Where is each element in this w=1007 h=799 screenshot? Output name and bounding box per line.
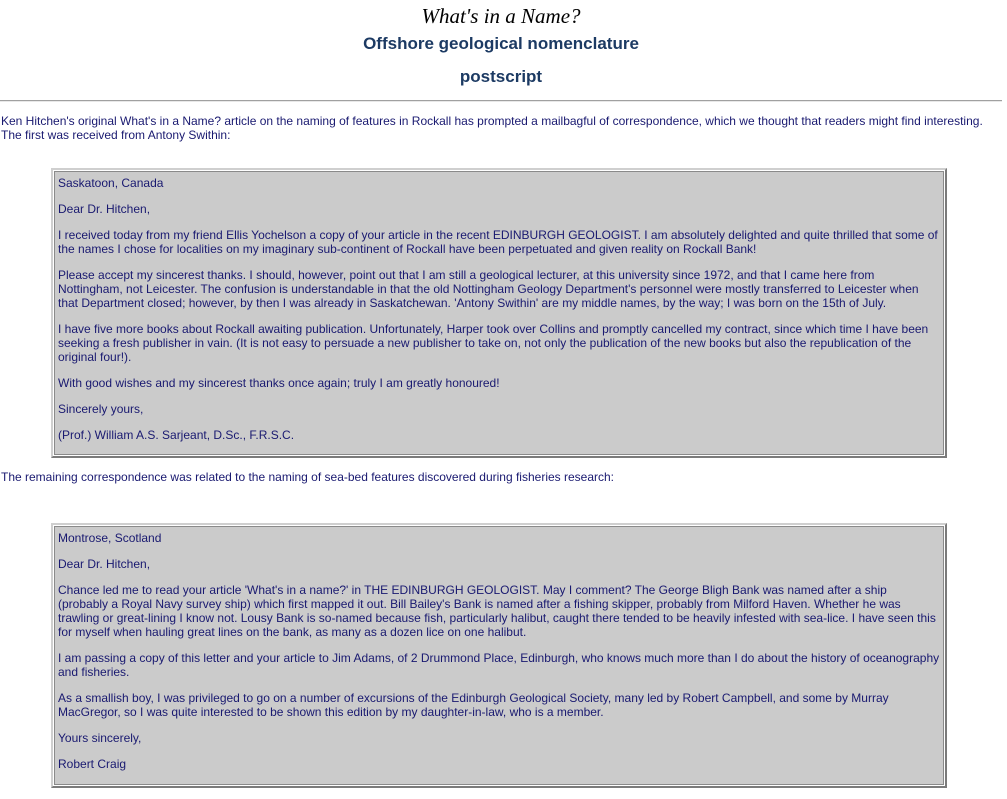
middle-paragraph: The remaining correspondence was related to the naming of sea-bed features discovered during fisheries research: xyxy=(1,470,615,484)
letter-paragraph: With good wishes and my sincerest thanks once again; truly I am greatly honoured! xyxy=(58,376,500,390)
horizontal-rule xyxy=(0,100,1002,102)
letter-paragraph: I have five more books about Rockall awaiting publication. Unfortunately, Harper took over Collins and promptly cancelled my contract, since which time I have been seeking a fresh publisher in vain. (It is not easy to persuade a new publisher to take on, not only the publication of the new books but also the republication of the original four!). xyxy=(58,322,929,364)
letter-signature: (Prof.) William A.S. Sarjeant, D.Sc., F.R.S.C. xyxy=(58,428,295,442)
letter-box-craig xyxy=(51,523,947,788)
letter-location: Saskatoon, Canada xyxy=(58,176,164,190)
letter-paragraph: I received today from my friend Ellis Yochelson a copy of your article in the recent EDINBURGH GEOLOGIST. I am absolutely delighted and quite thrilled that some of the names I chose for localities on my imaginary sub-continent of Rockall have been perpetuated and given reality on Rockall Bank! xyxy=(58,228,938,256)
letter-closing: Sincerely yours, xyxy=(58,402,144,416)
letter-paragraph: Chance led me to read your article 'What's in a name?' in THE EDINBURGH GEOLOGIST. May I comment? The George Bligh Bank was named after a ship (probably a Royal Navy survey ship) which first mapped it out. Bill Bailey's Bank is named after a fishing skipper, probably from Milford Haven. Whether he was trawling or great-lining I know not. Lousy Bank is so-named because fish, particularly halibut, caught there tended to be heavily infested with sea-lice. I have seen this for myself when hauling great lines on the bank, as many as a dozen lice on one halibut. xyxy=(58,583,936,639)
letter-salutation: Dear Dr. Hitchen, xyxy=(58,202,151,216)
letter-location: Montrose, Scotland xyxy=(58,531,162,545)
letter-paragraph: As a smallish boy, I was privileged to go on a number of excursions of the Edinburgh Geological Society, many led by Robert Campbell, and some by Murray MacGregor, so I was quite interested to be shown this edition by my daughter-in-law, who is a member. xyxy=(58,691,889,719)
intro-paragraph: Ken Hitchen's original What's in a Name? article on the naming of features in Rockall has prompted a mailbagful of correspondence, which we thought that readers might find interesting. The first was received from Antony Swithin: xyxy=(1,114,983,142)
letter-box-sarjeant xyxy=(51,168,947,458)
letter-paragraph: I am passing a copy of this letter and your article to Jim Adams, of 2 Drummond Place, Edinburgh, who knows much more than I do about the history of oceanography and fisheries. xyxy=(58,651,940,679)
letter-signature: Robert Craig xyxy=(58,757,127,771)
letter-salutation: Dear Dr. Hitchen, xyxy=(58,557,151,571)
letter-body xyxy=(54,171,944,455)
page-subtitle: Offshore geological nomenclature xyxy=(363,34,639,53)
letter-body xyxy=(54,526,944,785)
page-subtitle-postscript: postscript xyxy=(459,67,543,86)
letter-paragraph: Please accept my sincerest thanks. I should, however, point out that I am still a geological lecturer, at this university since 1972, and that I came here from Nottingham, not Leicester. The confusion is understandable in that the old Nottingham Geology Department's personnel were mostly transferred to Leicester when that Department closed; however, by then I was already in Saskatchewan. 'Antony Swithin' are my middle names, by the way; I was born on the 15th of July. xyxy=(58,268,919,310)
page-title: What's in a Name? xyxy=(421,4,581,28)
letter-closing: Yours sincerely, xyxy=(58,731,142,745)
